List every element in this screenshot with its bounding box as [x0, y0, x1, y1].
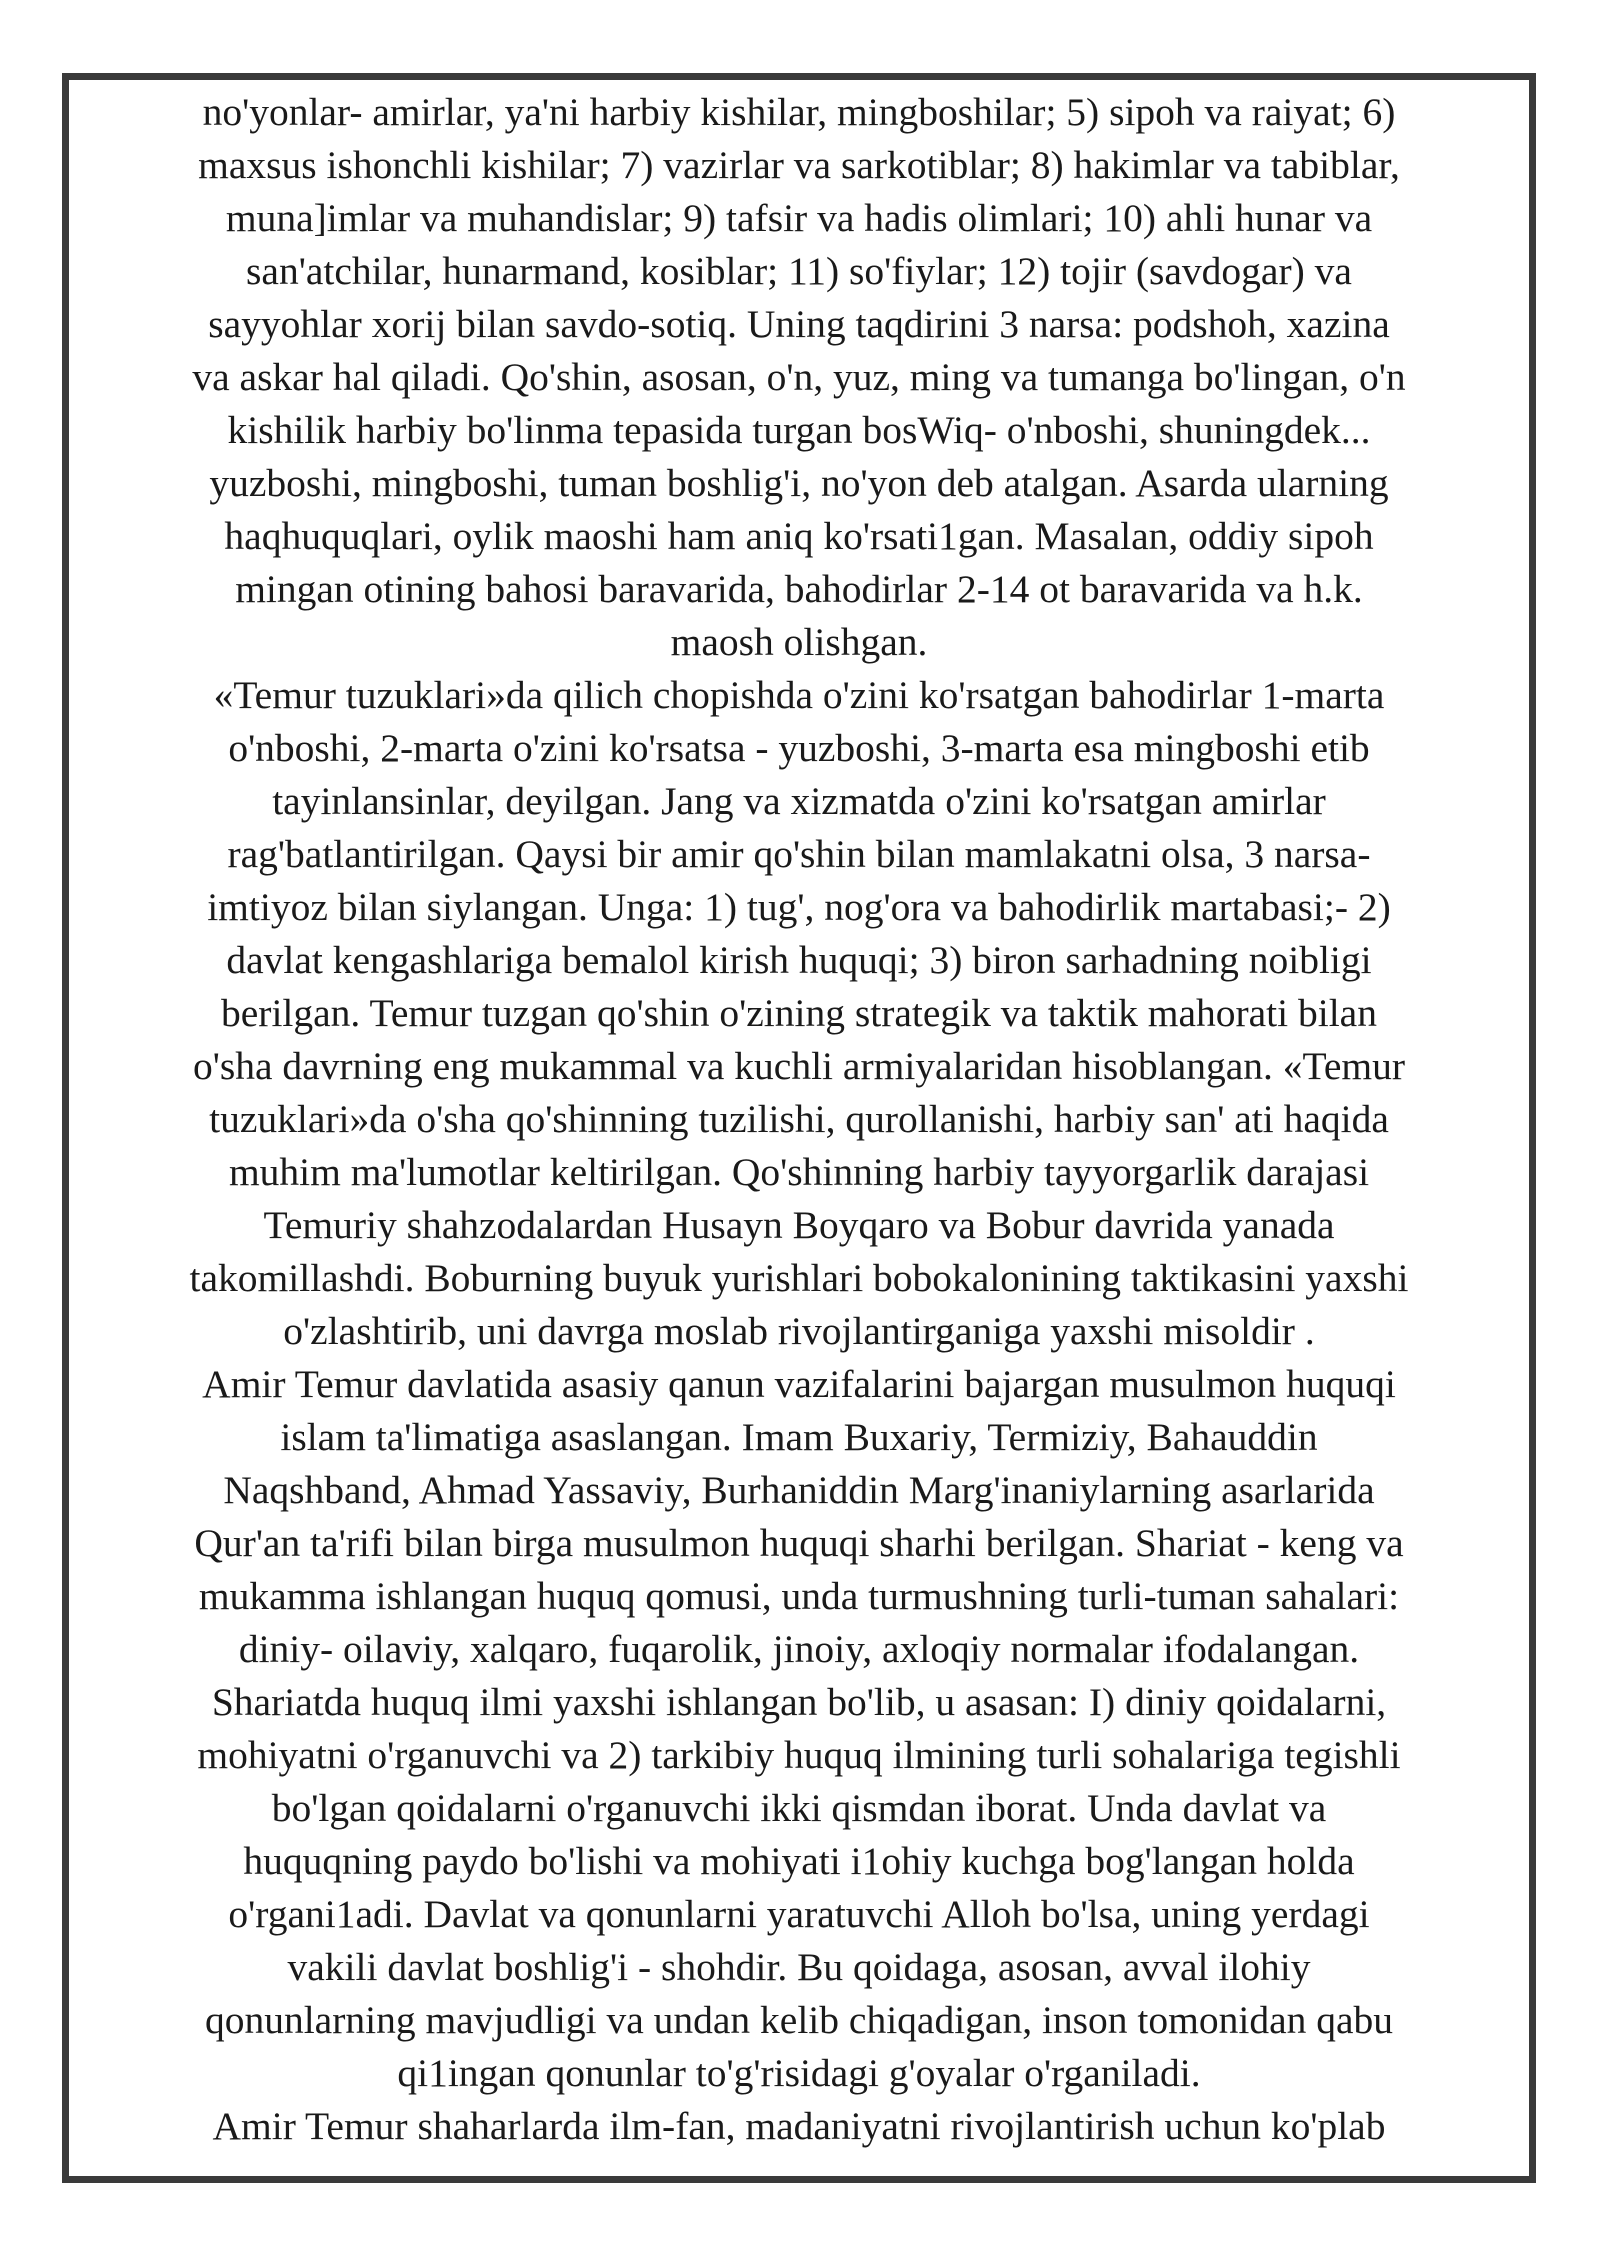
text-line: o'sha davrning eng mukammal va kuchli armiyalaridan hisoblangan. «Temur: [192, 1044, 1406, 1088]
text-line: haqhuquqlari, oylik maoshi ham aniq ko'rsati1gan. Masalan, oddiy sipoh: [224, 514, 1374, 558]
text-line: huquqning paydo bo'lishi va mohiyati i1ohiy kuchga bog'langan holda: [243, 1839, 1355, 1883]
text-line: diniy- oilaviy, xalqaro, fuqarolik, jinoiy, axloqiy normalar ifodalangan.: [238, 1627, 1360, 1671]
text-line: islam ta'limatiga asaslangan. Imam Buxariy, Termiziy, Bahauddin: [280, 1415, 1318, 1459]
text-line: maosh olishgan.: [670, 620, 928, 664]
text-line: o'zlashtirib, uni davrga moslab rivojlantirganiga yaxshi misoldir .: [283, 1309, 1315, 1353]
text-line: qonunlarning mavjudligi va undan kelib chiqadigan, inson tomonidan qabu: [204, 1998, 1394, 2042]
document-body: [93, 86, 1505, 2153]
text-line: Naqshband, Ahmad Yassaviy, Burhaniddin Marg'inaniylarning asarlarida: [223, 1468, 1375, 1512]
text-line: davlat kengashlariga bemalol kirish huquqi; 3) biron sarhadning noibligi: [226, 938, 1372, 982]
text-line: o'nboshi, 2-marta o'zini ko'rsatsa - yuzboshi, 3-marta esa mingboshi etib: [228, 726, 1370, 770]
text-line: muna]imlar va muhandislar; 9) tafsir va hadis olimlari; 10) ahli hunar va: [225, 196, 1373, 240]
text-line: yuzboshi, mingboshi, tuman boshlig'i, no'yon deb atalgan. Asarda ularning: [209, 461, 1389, 505]
text-line: mohiyatni o'rganuvchi va 2) tarkibiy huquq ilmining turli sohalariga tegishli: [197, 1733, 1401, 1777]
text-line: takomillashdi. Boburning buyuk yurishlari bobokalonining taktikasini yaxshi: [189, 1256, 1409, 1300]
text-line: «Temur tuzuklari»da qilich chopishda o'zini ko'rsatgan bahodirlar 1-marta: [213, 673, 1385, 717]
text-line: berilgan. Temur tuzgan qo'shin o'zining strategik va taktik mahorati bilan: [221, 991, 1377, 1035]
text-line: vakili davlat boshlig'i - shohdir. Bu qoidaga, asosan, avval ilohiy: [287, 1945, 1311, 1989]
text-line: imtiyoz bilan siylangan. Unga: 1) tug', nog'ora va bahodirlik martabasi;- 2): [207, 885, 1391, 929]
text-line: maxsus ishonchli kishilar; 7) vazirlar va sarkotiblar; 8) hakimlar va tabiblar,: [198, 143, 1400, 187]
text-line: san'atchilar, hunarmand, kosiblar; 11) so'fiylar; 12) tojir (savdogar) va: [246, 249, 1352, 293]
text-line: no'yonlar- amirlar, ya'ni harbiy kishilar, mingboshilar; 5) sipoh va raiyat; 6): [202, 90, 1396, 134]
text-line: mukamma ishlangan huquq qomusi, unda turmushning turli-tuman sahalari:: [198, 1574, 1400, 1618]
text-line: rag'batlantirilgan. Qaysi bir amir qo'shin bilan mamlakatni olsa, 3 narsa-: [227, 832, 1371, 876]
text-line: Amir Temur shaharlarda ilm-fan, madaniyatni rivojlantirish uchun ko'plab: [212, 2104, 1386, 2148]
text-line: sayyohlar xorij bilan savdo-sotiq. Uning taqdirini 3 narsa: podshoh, xazina: [208, 302, 1390, 346]
text-line: Shariatda huquq ilmi yaxshi ishlangan bo'lib, u asasan: I) diniy qoidalarni,: [211, 1680, 1387, 1724]
text-line: Qur'an ta'rifi bilan birga musulmon huquqi sharhi berilgan. Shariat - keng va: [194, 1521, 1404, 1565]
page-border: [62, 73, 1536, 2183]
text-line: mingan otining bahosi baravarida, bahodirlar 2-14 ot baravarida va h.k.: [235, 567, 1363, 611]
text-line: kishilik harbiy bo'linma tepasida turgan bosWiq- o'nboshi, shuningdek...: [227, 408, 1371, 452]
text-line: qi1ingan qonunlar to'g'risidagi g'oyalar o'rganiladi.: [397, 2051, 1201, 2095]
text-line: tayinlansinlar, deyilgan. Jang va xizmatda o'zini ko'rsatgan amirlar: [272, 779, 1326, 823]
text-line: muhim ma'lumotlar keltirilgan. Qo'shinning harbiy tayyorgarlik darajasi: [228, 1150, 1370, 1194]
text-line: o'rgani1adi. Davlat va qonunlarni yaratuvchi Alloh bo'lsa, uning yerdagi: [228, 1892, 1370, 1936]
text-line: va askar hal qiladi. Qo'shin, asosan, o'n, yuz, ming va tumanga bo'lingan, o'n: [192, 355, 1406, 399]
text-line: tuzuklari»da o'sha qo'shinning tuzilishi, qurollanishi, harbiy san' ati haqida: [209, 1097, 1389, 1141]
text-line: bo'lgan qoidalarni o'rganuvchi ikki qismdan iborat. Unda davlat va: [271, 1786, 1327, 1830]
text-line: Amir Temur davlatida asasiy qanun vazifalarini bajargan musulmon huquqi: [202, 1362, 1396, 1406]
text-line: Temuriy shahzodalardan Husayn Boyqaro va Bobur davrida yanada: [263, 1203, 1335, 1247]
